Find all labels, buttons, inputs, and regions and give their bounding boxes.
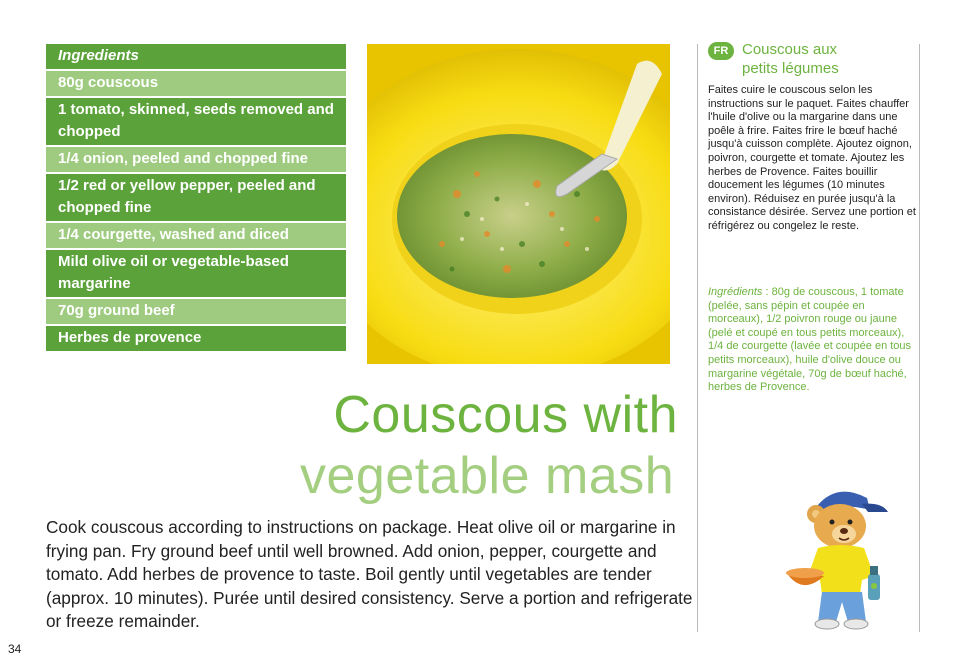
ingredient-row: 1/4 courgette, washed and diced [46,223,346,250]
french-ingredients-label: Ingrédients [708,286,763,298]
ingredient-row: 1/2 red or yellow pepper, peeled and chopped fine [46,174,346,223]
french-flag-badge: FR [708,42,734,60]
ingredient-row: Mild olive oil or vegetable-based margarine [46,250,346,299]
ingredients-table [46,44,346,353]
french-ingredients-text: : 80g de couscous, 1 tomate (pelée, sans pépin et coupée en morceaux), 1/2 poivron rouge ou jaune (pelé et coupé en tous petits morceaux), 1/4 de courgette (lavée et coupée en tous petits morceaux), huile d'olive douce ou margarine végétale, 70g de bœuf haché, herbes de Provence. [708,286,912,394]
recipe-title-line1: Couscous with [333,386,678,444]
french-title-line1: Couscous aux [742,41,838,58]
recipe-instructions: Cook couscous according to instructions on package. Heat olive oil or margarine in frying pan. Fry ground beef until well browned. Add onion, pepper, courgette and tomato. Add herbes de provence to taste. Boil gently until vegetables are tender (approx. 10 minutes). Purée until desired consistency. Serve a portion and refrigerate or freeze remainder. [46,517,693,631]
french-instructions: Faites cuire le couscous selon les instructions sur le paquet. Faites chauffer l'huile d'olive ou la margarine dans une poêle à frire. Faites frire le bœuf haché jusqu'à cuisson complète. Ajoutez oignon, poivron, courgette et tomate. Ajoutez les herbes de Provence. Faites bouillir doucement les légumes (10 minutes environ). Réduisez en purée jusqu'à la consistance désirée. Servez une portion et réfrigérez ou congelez le reste. [708,84,916,232]
ingredient-row: Herbes de provence [46,326,346,353]
column-divider-right [919,44,920,632]
ingredient-row: 1/4 onion, peeled and chopped fine [46,147,346,174]
couscous-bowl-illustration [367,44,670,364]
recipe-title-line2: vegetable mash [300,447,675,505]
teddy-bear-illustration [782,476,902,632]
page-number: 34 [8,642,22,656]
ingredients-header: Ingredients [46,44,346,71]
french-title-line2: petits légumes [742,60,839,77]
column-divider [697,44,698,632]
couscous-photo [367,44,670,364]
ingredient-row: 80g couscous [46,71,346,98]
ingredient-row: 70g ground beef [46,299,346,326]
french-title [742,40,912,78]
ingredient-row: 1 tomato, skinned, seeds removed and chopped [46,98,346,147]
french-ingredients [708,286,914,395]
